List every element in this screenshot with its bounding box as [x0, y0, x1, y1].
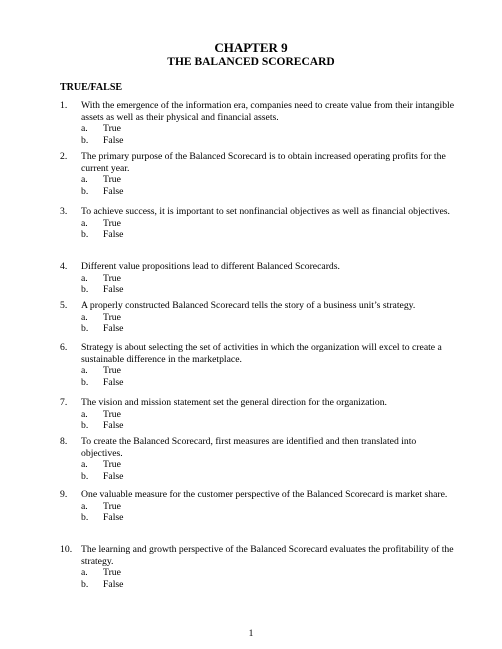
- option-letter: b.: [81, 284, 89, 295]
- option-letter: b.: [81, 578, 89, 590]
- option-letter: b.: [81, 376, 89, 388]
- question-item: [60, 436, 460, 482]
- option-text: False: [103, 470, 124, 482]
- question-stem: With the emergence of the information era, companies need to create value from their intangible assets as well as their physical and financial assets.: [81, 100, 455, 123]
- option-letter: b.: [81, 229, 89, 240]
- option-letter: a.: [81, 123, 88, 134]
- option-letter: a.: [81, 500, 88, 512]
- answer-option: [81, 377, 460, 389]
- option-text: False: [103, 284, 124, 295]
- option-letter: a.: [81, 174, 88, 185]
- section-title: TRUE/FALSE: [60, 82, 123, 93]
- question-number: 2.: [60, 151, 68, 162]
- chapter-title: THE BALANCED SCORECARD: [167, 56, 335, 68]
- question-item: [60, 397, 460, 432]
- answer-option: [81, 501, 460, 513]
- question-item: [60, 342, 460, 388]
- option-letter: a.: [81, 459, 88, 470]
- question-number: 10.: [60, 544, 73, 555]
- question-item: [60, 544, 460, 590]
- answer-option: [81, 284, 460, 296]
- question-number: 6.: [60, 342, 68, 353]
- answer-option: [81, 567, 460, 579]
- option-letter: a.: [81, 567, 88, 578]
- question-stem: To create the Balanced Scorecard, first measures are identified and then translated into objectives.: [81, 436, 417, 459]
- question-number: 9.: [60, 489, 68, 500]
- option-text: True: [103, 500, 121, 512]
- question-number: 1.: [60, 100, 68, 111]
- option-text: True: [103, 567, 121, 578]
- option-letter: b.: [81, 185, 89, 197]
- question-stem: Strategy is about selecting the set of activities in which the organization will excel to create a sustainable difference in the marketplace.: [81, 342, 442, 365]
- option-text: False: [103, 512, 124, 523]
- option-letter: b.: [81, 420, 89, 431]
- question-number: 5.: [60, 300, 68, 311]
- option-text: False: [103, 323, 124, 334]
- option-text: True: [103, 408, 121, 420]
- question-number: 7.: [60, 397, 68, 408]
- question-stem: A properly constructed Balanced Scorecard tells the story of a business unit’s strategy.: [81, 300, 416, 311]
- option-text: True: [103, 123, 121, 134]
- option-text: False: [103, 420, 124, 431]
- chapter-heading: CHAPTER 9: [214, 40, 288, 55]
- page-number: 1: [248, 629, 254, 639]
- answer-option: [81, 579, 460, 591]
- option-letter: a.: [81, 272, 88, 284]
- answer-option: [81, 512, 460, 524]
- option-text: True: [103, 459, 121, 470]
- question-stem: To achieve success, it is important to set nonfinancial objectives as well as financial objectives.: [81, 206, 450, 217]
- option-text: True: [103, 311, 121, 323]
- option-text: False: [103, 185, 124, 197]
- question-number: 3.: [60, 206, 68, 217]
- answer-option: [81, 471, 460, 483]
- question-item: [60, 206, 460, 241]
- answer-option: [81, 218, 460, 230]
- question-number: 4.: [60, 261, 68, 272]
- answer-option: [81, 174, 460, 186]
- option-letter: a.: [81, 311, 88, 323]
- answer-option: [81, 459, 460, 471]
- option-text: False: [103, 229, 124, 240]
- option-text: True: [103, 217, 121, 229]
- option-text: False: [103, 134, 124, 146]
- question-item: [60, 489, 460, 524]
- question-item: [60, 100, 460, 146]
- answer-option: [81, 312, 460, 324]
- answer-option: [81, 420, 460, 432]
- question-stem: Different value propositions lead to different Balanced Scorecards.: [81, 261, 340, 272]
- answer-option: [81, 229, 460, 241]
- question-stem: The primary purpose of the Balanced Scorecard is to obtain increased operating profits for the current year.: [81, 151, 446, 174]
- option-letter: b.: [81, 323, 89, 334]
- option-text: True: [103, 365, 121, 376]
- option-letter: b.: [81, 470, 89, 482]
- option-letter: a.: [81, 408, 88, 420]
- option-letter: a.: [81, 217, 88, 229]
- option-text: True: [103, 174, 121, 185]
- question-item: [60, 261, 460, 296]
- answer-option: [81, 186, 460, 198]
- answer-option: [81, 323, 460, 335]
- option-text: False: [103, 376, 124, 388]
- option-text: False: [103, 578, 124, 590]
- option-letter: b.: [81, 134, 89, 146]
- option-letter: a.: [81, 365, 88, 376]
- question-item: [60, 151, 460, 197]
- answer-option: [81, 365, 460, 377]
- question-item: [60, 300, 460, 335]
- answer-option: [81, 135, 460, 147]
- answer-option: [81, 273, 460, 285]
- question-stem: The learning and growth perspective of the Balanced Scorecard evaluates the profitability of the strategy.: [81, 544, 454, 567]
- answer-option: [81, 409, 460, 421]
- option-letter: b.: [81, 512, 89, 523]
- question-number: 8.: [60, 436, 68, 447]
- question-stem: One valuable measure for the customer perspective of the Balanced Scorecard is market share.: [81, 489, 448, 500]
- question-stem: The vision and mission statement set the general direction for the organization.: [81, 397, 387, 408]
- option-text: True: [103, 272, 121, 284]
- answer-option: [81, 123, 460, 135]
